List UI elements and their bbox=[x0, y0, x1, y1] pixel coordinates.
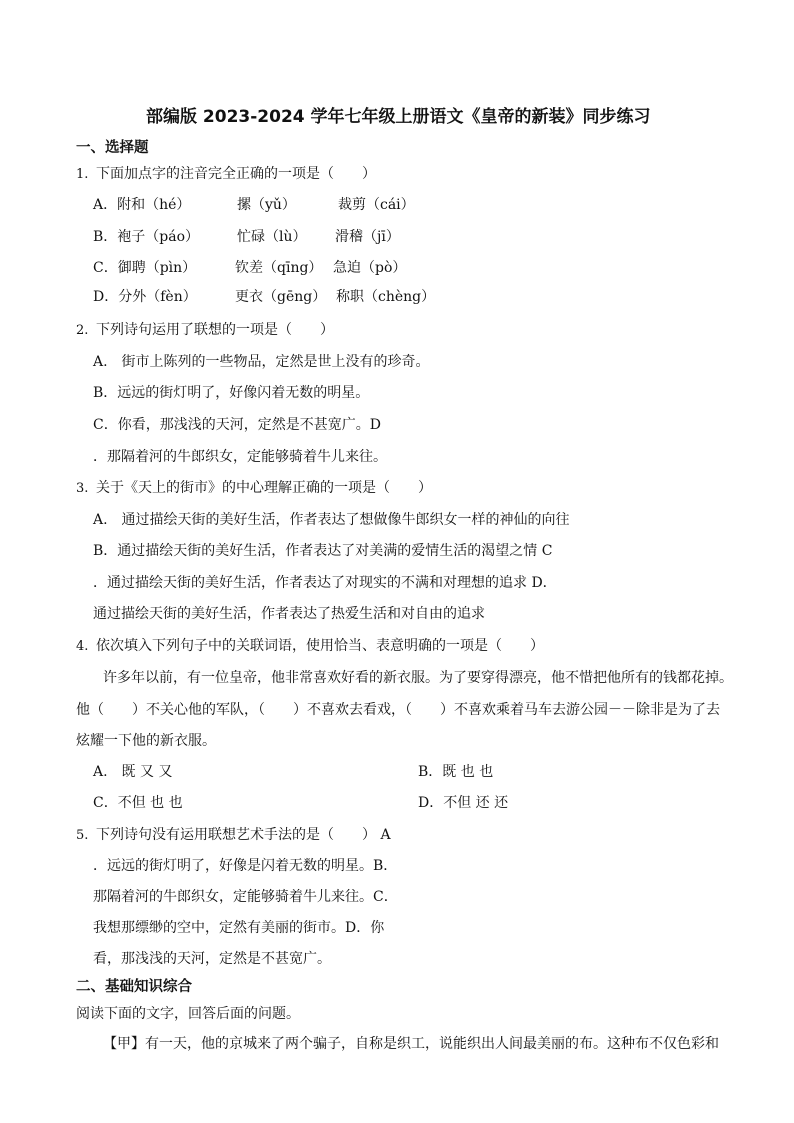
question-number: 4. bbox=[76, 639, 89, 654]
question-number: 2. bbox=[76, 323, 89, 338]
option-line: 通过描绘天街的美好生活，作者表达了热爱生活和对自由的追求 bbox=[93, 606, 485, 622]
passage-paragraph: 【甲】有一天，他的京城来了两个骗子，自称是织工，说能织出人间最美丽的布。这种布不仅色彩和 bbox=[103, 1036, 719, 1052]
option-b-part-1: B．袍子（páo） bbox=[93, 229, 200, 245]
option-b: B．既 也 也 bbox=[418, 764, 494, 780]
option-d-part-1: D．分外（fèn） bbox=[93, 289, 197, 305]
question-number: 5. bbox=[76, 828, 89, 843]
option-line: C．你看，那浅浅的天河，定然是不甚宽广。D bbox=[93, 417, 381, 433]
page-title: 部编版 2023-2024 学年七年级上册语文《皇帝的新装》同步练习 bbox=[146, 107, 651, 127]
option-line: ．那隔着河的牛郎织女，定能够骑着牛儿来往。 bbox=[93, 449, 387, 465]
option-a: A. 既 又 又 bbox=[93, 764, 173, 780]
option-c-part-1: C．御聘（pìn） bbox=[93, 260, 197, 276]
option-a-part-2: 摞（yǔ） bbox=[237, 197, 296, 213]
option-line: B．通过描绘天街的美好生活，作者表达了对美满的爱情生活的渴望之情 C bbox=[93, 543, 553, 559]
question-stem: 依次填入下列句子中的关联词语，使用恰当、表意明确的一项是（ ） bbox=[96, 638, 544, 654]
passage-line: 炫耀一下他的新衣服。 bbox=[76, 733, 216, 749]
option-a-part-3: 裁剪（cái） bbox=[338, 197, 415, 213]
option-line: A. 街市上陈列的一些物品，定然是世上没有的珍奇。 bbox=[93, 354, 430, 370]
option-d-part-2: 更衣（gēng） bbox=[235, 289, 327, 305]
reading-instruction: 阅读下面的文字，回答后面的问题。 bbox=[76, 1006, 300, 1022]
option-line: A. 通过描绘天街的美好生活，作者表达了想做像牛郎织女一样的神仙的向往 bbox=[93, 512, 570, 528]
option-line: 看，那浅浅的天河，定然是不甚宽广。 bbox=[93, 951, 331, 967]
option-line: ．远远的街灯明了，好像是闪着无数的明星。B． bbox=[93, 858, 398, 874]
section-heading-basics: 二、基础知识综合 bbox=[76, 979, 192, 995]
option-b-part-2: 忙碌（lù） bbox=[237, 229, 307, 245]
passage-line: 许多年以前，有一位皇帝，他非常喜欢好看的新衣服。为了要穿得漂亮，他不惜把他所有的钱都花掉。 bbox=[103, 670, 733, 686]
option-c-part-3: 急迫（pò） bbox=[333, 260, 407, 276]
question-number: 3. bbox=[76, 481, 89, 496]
question-stem: 下列诗句没有运用联想艺术手法的是（ ） A bbox=[96, 827, 391, 843]
option-line: 我想那缥缈的空中，定然有美丽的街市。D．你 bbox=[93, 920, 385, 936]
section-heading-choice: 一、选择题 bbox=[76, 140, 149, 156]
option-c: C．不但 也 也 bbox=[93, 795, 183, 811]
option-c-part-2: 钦差（qīng） bbox=[235, 260, 323, 276]
option-line: 那隔着河的牛郎织女，定能够骑着牛儿来往。C． bbox=[93, 889, 398, 905]
question-stem: 关于《天上的街市》的中心理解正确的一项是（ ） bbox=[96, 480, 432, 496]
option-line: B．远远的街灯明了，好像闪着无数的明星。 bbox=[93, 385, 370, 401]
question-stem: 下列诗句运用了联想的一项是（ ） bbox=[96, 322, 334, 338]
option-b-part-3: 滑稽（jī） bbox=[335, 229, 400, 245]
option-d: D．不但 还 还 bbox=[418, 795, 509, 811]
option-line: ．通过描绘天街的美好生活，作者表达了对现实的不满和对理想的追求 D． bbox=[93, 575, 557, 591]
question-stem: 下面加点字的注音完全正确的一项是（ ） bbox=[96, 166, 376, 182]
option-d-part-3: 称职（chèng） bbox=[336, 289, 436, 305]
question-number: 1. bbox=[76, 167, 89, 182]
option-a-part-1: A．附和（hé） bbox=[93, 197, 191, 213]
passage-line: 他（ ）不关心他的军队，（ ）不喜欢去看戏，（ ）不喜欢乘着马车去游公园－－除非是为了去 bbox=[76, 702, 720, 718]
